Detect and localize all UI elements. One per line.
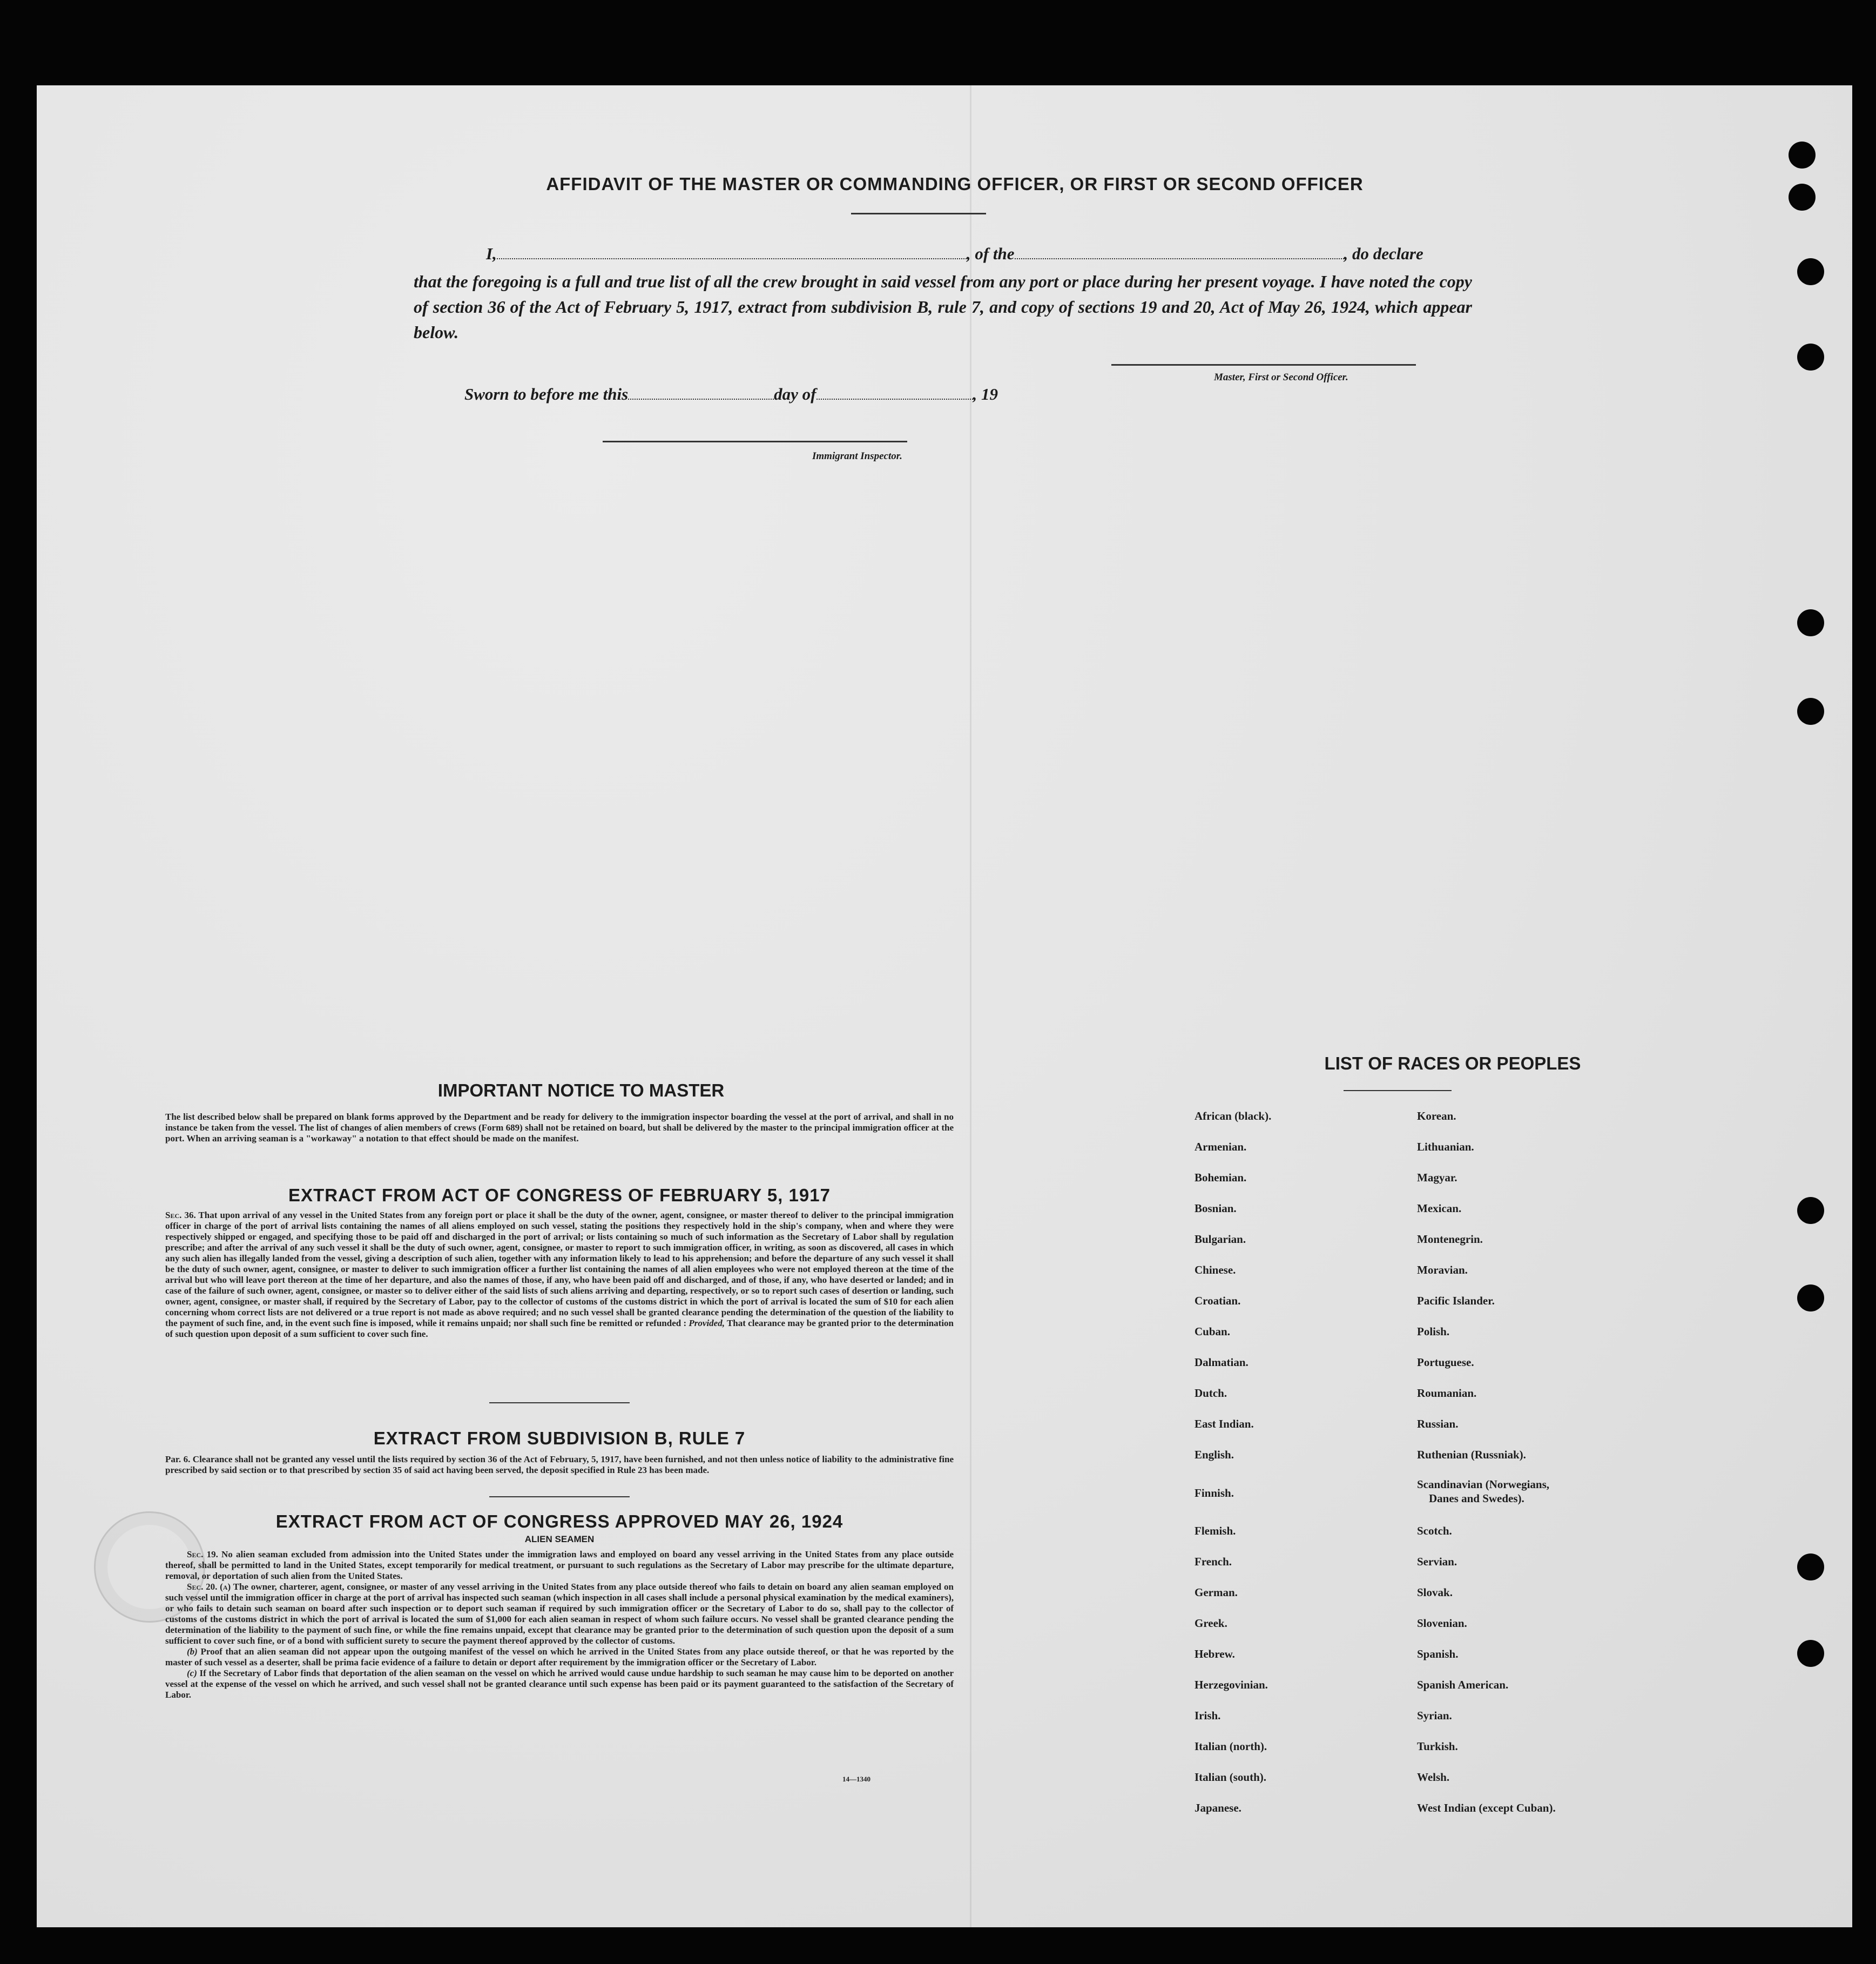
- race-item: Montenegrin.: [1417, 1233, 1483, 1246]
- race-item: Scotch.: [1417, 1524, 1452, 1537]
- officer-signature-label: Master, First or Second Officer.: [1214, 372, 1348, 383]
- divider-1: [489, 1402, 630, 1403]
- race-item: Lithuanian.: [1417, 1140, 1474, 1153]
- extract-1924-subheading: ALIEN SEAMEN: [524, 1534, 595, 1544]
- race-item: Herzegovinian.: [1195, 1678, 1268, 1691]
- race-item: French.: [1195, 1555, 1232, 1568]
- race-item: Italian (south).: [1195, 1771, 1267, 1784]
- race-item: Flemish.: [1195, 1524, 1236, 1537]
- punch-hole: [1789, 142, 1816, 169]
- race-item: Ruthenian (Russniak).: [1417, 1448, 1526, 1461]
- race-item: Welsh.: [1417, 1771, 1450, 1784]
- punch-hole: [1797, 609, 1824, 636]
- punch-hole: [1797, 1197, 1824, 1224]
- race-item: German.: [1195, 1586, 1238, 1599]
- sec-20c-paragraph: [165, 1668, 954, 1700]
- sec-36-text-a: That upon arrival of any vessel in the United States from any foreign port or place it shall be the duty of the owner, agent, consignee, or master thereof to deliver to the principal immigration officer in charge of the port of arrival lists containing the names of all aliens employed on such vessel, stating the positions they respectively hold in the ship's company, when and where they were respectively shipped or engaged, and specifying those to be paid off and discharged in the port of arrival; or lists containing so much of such information as the Secretary of Labor shall by regulation prescribe; and after the arrival of any such vessel it shall be the duty of such owner, agent, consignee, or master to report to such immigration officer, in writing, as soon as discovered, all cases in which any such alien has illegally landed from the vessel, giving a description of such alien, together with any information likely to lead to his apprehension; and before the departure of any such vessel it shall be the duty of such owner, agent, consignee, or master to deliver to such immigration officer a further list containing the names of all alien employees who were not employed thereon at the time of the arrival but who will leave port thereon at the time of her departure, and also the names of those, if any, who have been paid off and discharged, and of those, if any, who have deserted or landed; and in case of the failure of such owner, agent, consignee, or master so to deliver either of the said lists of such aliens arriving and departing, respectively, or so to report such cases of desertion or landing, such owner, agent, consignee, or master shall, if required by the Secretary of Labor, pay to the collector of customs of the customs district in which the port of arrival is located the sum of $10 for each alien concerning whom correct lists are not delivered or a true report is not made as above required; and no such vessel shall be granted clearance pending the determination of the question of the liability to the payment of such fine, and, in the event such fine is imposed, while it remains unpaid; nor shall such fine be remitted or refunded :: [165, 1210, 954, 1328]
- race-item: Mexican.: [1417, 1202, 1462, 1215]
- sec-20b-text: Proof that an alien seaman did not appear upon the outgoing manifest of the vessel on which he arrived in the United States from any place outside thereof, or that he was reported by the master of such vessel as a deserter, shall be prima facie evidence of a failure to detain or deport after requirement by the immigration officer or the Secretary of Labor.: [165, 1646, 954, 1667]
- sec-20c-label: (c): [187, 1668, 197, 1678]
- affidavit-title: AFFIDAVIT OF THE MASTER OR COMMANDING OFFICER, OR FIRST OR SECOND OFFICER: [546, 174, 1364, 194]
- race-item: Polish.: [1417, 1325, 1450, 1338]
- punch-hole: [1797, 1284, 1824, 1311]
- document-page: [37, 85, 1852, 1927]
- race-item: Korean.: [1417, 1109, 1456, 1122]
- race-item: Bosnian.: [1195, 1202, 1237, 1215]
- title-underline: [851, 213, 986, 214]
- sec-36-label: Sec. 36.: [165, 1210, 196, 1220]
- sworn-label: Sworn to before me this: [464, 385, 629, 403]
- race-item: English.: [1195, 1448, 1234, 1461]
- do-declare-label: , do declare: [1344, 244, 1423, 263]
- races-title: LIST OF RACES OR PEOPLES: [1324, 1053, 1581, 1073]
- race-item: Irish.: [1195, 1709, 1221, 1722]
- race-item: Roumanian.: [1417, 1387, 1477, 1400]
- race-item: Slovenian.: [1417, 1617, 1467, 1630]
- provided-label: Provided,: [689, 1318, 725, 1328]
- extract-1917-text: [165, 1210, 954, 1340]
- divider-2: [489, 1496, 630, 1497]
- form-number: 14—1340: [842, 1775, 870, 1783]
- sec-20c-text: If the Secretary of Labor finds that deportation of the alien seaman on the vessel on which he arrived would cause undue hardship to such seaman he may cause him to be deported on another vessel at the expense of the vessel on which he arrived, and such vessel shall not be granted clearance until such expense has been paid or its payment guaranteed to the satisfaction of the Secretary of Labor.: [165, 1668, 954, 1700]
- affidavit-body: that the foregoing is a full and true list of all the crew brought in said vessel from any port or place during her present voyage. I have noted the copy of section 36 of the Act of February 5, 1917, extract from subdivision B, rule 7, and copy of sections 19 and 20, Act of May 26, 1924, which appear below.: [414, 272, 1472, 342]
- punch-hole: [1789, 184, 1816, 211]
- i-label: I,: [486, 244, 497, 263]
- punch-hole: [1797, 344, 1824, 371]
- punch-hole: [1797, 698, 1824, 725]
- race-item: West Indian (except Cuban).: [1417, 1801, 1556, 1814]
- race-item: Japanese.: [1195, 1801, 1241, 1814]
- race-item: East Indian.: [1195, 1417, 1254, 1430]
- sec-19-paragraph: [165, 1549, 954, 1582]
- race-item: Bohemian.: [1195, 1171, 1247, 1184]
- race-item: Dutch.: [1195, 1387, 1227, 1400]
- inspector-signature-line[interactable]: [603, 441, 907, 442]
- inspector-label: Immigrant Inspector.: [812, 450, 902, 462]
- race-item: Greek.: [1195, 1617, 1227, 1630]
- sec-36-text-b: That clearance may be granted prior to the determination of such question upon deposit of a sum sufficient to cover such fine.: [165, 1318, 954, 1339]
- race-item: Russian.: [1417, 1417, 1459, 1430]
- race-item: Portuguese.: [1417, 1356, 1474, 1369]
- race-item: Chinese.: [1195, 1263, 1236, 1276]
- race-item: Spanish American.: [1417, 1678, 1509, 1691]
- notice-text: The list described below shall be prepared on blank forms approved by the Department and be ready for delivery to the immigration inspector boarding the vessel at the port of arrival, and shall in no instance be taken from the vessel. The list of changes of alien members of crews (Form 689) shall not be retained on board, but shall be delivered by the master to the principal immigration officer at the port. When an arriving seaman is a "workaway" a notation to that effect should be made on the manifest.: [165, 1112, 954, 1144]
- punch-hole: [1797, 1553, 1824, 1580]
- declaration-line: [486, 244, 1423, 264]
- race-item: Finnish.: [1195, 1487, 1234, 1499]
- race-item: Moravian.: [1417, 1263, 1468, 1276]
- extract-rule7-text: Par. 6. Clearance shall not be granted any vessel until the lists required by section 36 of the Act of February, 5, 1917, have been furnished, and not then unless notice of liability to the administrative fine prescribed by said section or to that prescribed by section 35 of said act having been served, the deposit specified in Rule 23 has been made.: [165, 1454, 954, 1475]
- race-item: Bulgarian.: [1195, 1233, 1246, 1246]
- race-item: Italian (north).: [1195, 1740, 1267, 1753]
- day-of-label: day of: [774, 385, 816, 403]
- punch-hole: [1797, 258, 1824, 285]
- sec-20b-label: (b): [187, 1646, 198, 1657]
- race-item: Syrian.: [1417, 1709, 1452, 1722]
- race-item: Slovak.: [1417, 1586, 1453, 1599]
- name-blank[interactable]: [497, 258, 967, 259]
- vessel-blank[interactable]: [1015, 258, 1344, 259]
- sec-20a-text: The owner, charterer, agent, consignee, or master of any vessel arriving in the United States from any place outside thereof who fails to detain on board any alien seaman employed on such vessel until the immigration officer in charge at the port of arrival has inspected such seaman (which inspection in all cases shall include a personal physical examination by the medical examiners), or who fails to detain such seaman on board after such inspection or to deport such seaman if required by such immigration officer or the Secretary of Labor to do so, shall pay to the collector of customs of the customs district in which the port of arrival is located the sum of $1,000 for each alien seaman in respect of whom such failure occurs. No vessel shall be granted clearance pending the determination of the liability to the payment of such fine, or while the fine remains unpaid, except that clearance may be granted prior to the determination of such question upon the deposit of a sum sufficient to cover such fine, or of a bond with sufficient surety to secure the payment thereof approved by the collector of customs.: [165, 1582, 954, 1646]
- year-label: , 19: [973, 385, 998, 403]
- race-item: Hebrew.: [1195, 1647, 1235, 1660]
- race-item: Dalmatian.: [1195, 1356, 1249, 1369]
- race-item: Armenian.: [1195, 1140, 1247, 1153]
- race-item: African (black).: [1195, 1109, 1272, 1122]
- sec-20b-paragraph: [165, 1646, 954, 1668]
- extract-1924-heading: EXTRACT FROM ACT OF CONGRESS APPROVED MAY 26, 1924: [275, 1511, 843, 1531]
- extract-1924-text: [165, 1549, 954, 1700]
- sworn-month-blank[interactable]: [816, 399, 973, 400]
- race-item: Pacific Islander.: [1417, 1294, 1495, 1307]
- race-item: Turkish.: [1417, 1740, 1458, 1753]
- races-title-underline: [1344, 1090, 1452, 1091]
- race-item: Servian.: [1417, 1555, 1457, 1568]
- sworn-day-blank[interactable]: [628, 399, 774, 400]
- sec-20a-paragraph: [165, 1582, 954, 1646]
- notice-heading: IMPORTANT NOTICE TO MASTER: [437, 1080, 725, 1100]
- race-item: Croatian.: [1195, 1294, 1241, 1307]
- sec-20a-label: Sec. 20. (a): [187, 1582, 231, 1592]
- sec-19-text: No alien seaman excluded from admission into the United States under the immigration laws and employed on board any vessel arriving in the United States from any place outside thereof, shall be permitted to land in the United States, except temporarily for medical treatment, or pursuant to such regulations as the Secretary of Labor may prescribe for the ultimate departure, removal, or deportation of such alien from the United States.: [165, 1549, 954, 1581]
- extract-rule7-heading: EXTRACT FROM SUBDIVISION B, RULE 7: [373, 1428, 746, 1448]
- sworn-line: [464, 385, 998, 404]
- race-item: Scandinavian (Norwegians,: [1417, 1478, 1550, 1491]
- punch-hole: [1797, 1640, 1824, 1667]
- race-item: Cuban.: [1195, 1325, 1230, 1338]
- race-item: Spanish.: [1417, 1647, 1459, 1660]
- race-item: Danes and Swedes).: [1429, 1492, 1524, 1505]
- inspector-seal-stamp: [94, 1511, 205, 1623]
- fold-crease: [970, 85, 971, 1927]
- extract-1917-heading: EXTRACT FROM ACT OF CONGRESS OF FEBRUARY 5, 1917: [288, 1185, 831, 1205]
- race-item: Magyar.: [1417, 1171, 1457, 1184]
- officer-signature-line[interactable]: [1111, 364, 1416, 366]
- of-the-label: , of the: [966, 244, 1015, 263]
- sec-19-label: Sec. 19.: [187, 1549, 218, 1559]
